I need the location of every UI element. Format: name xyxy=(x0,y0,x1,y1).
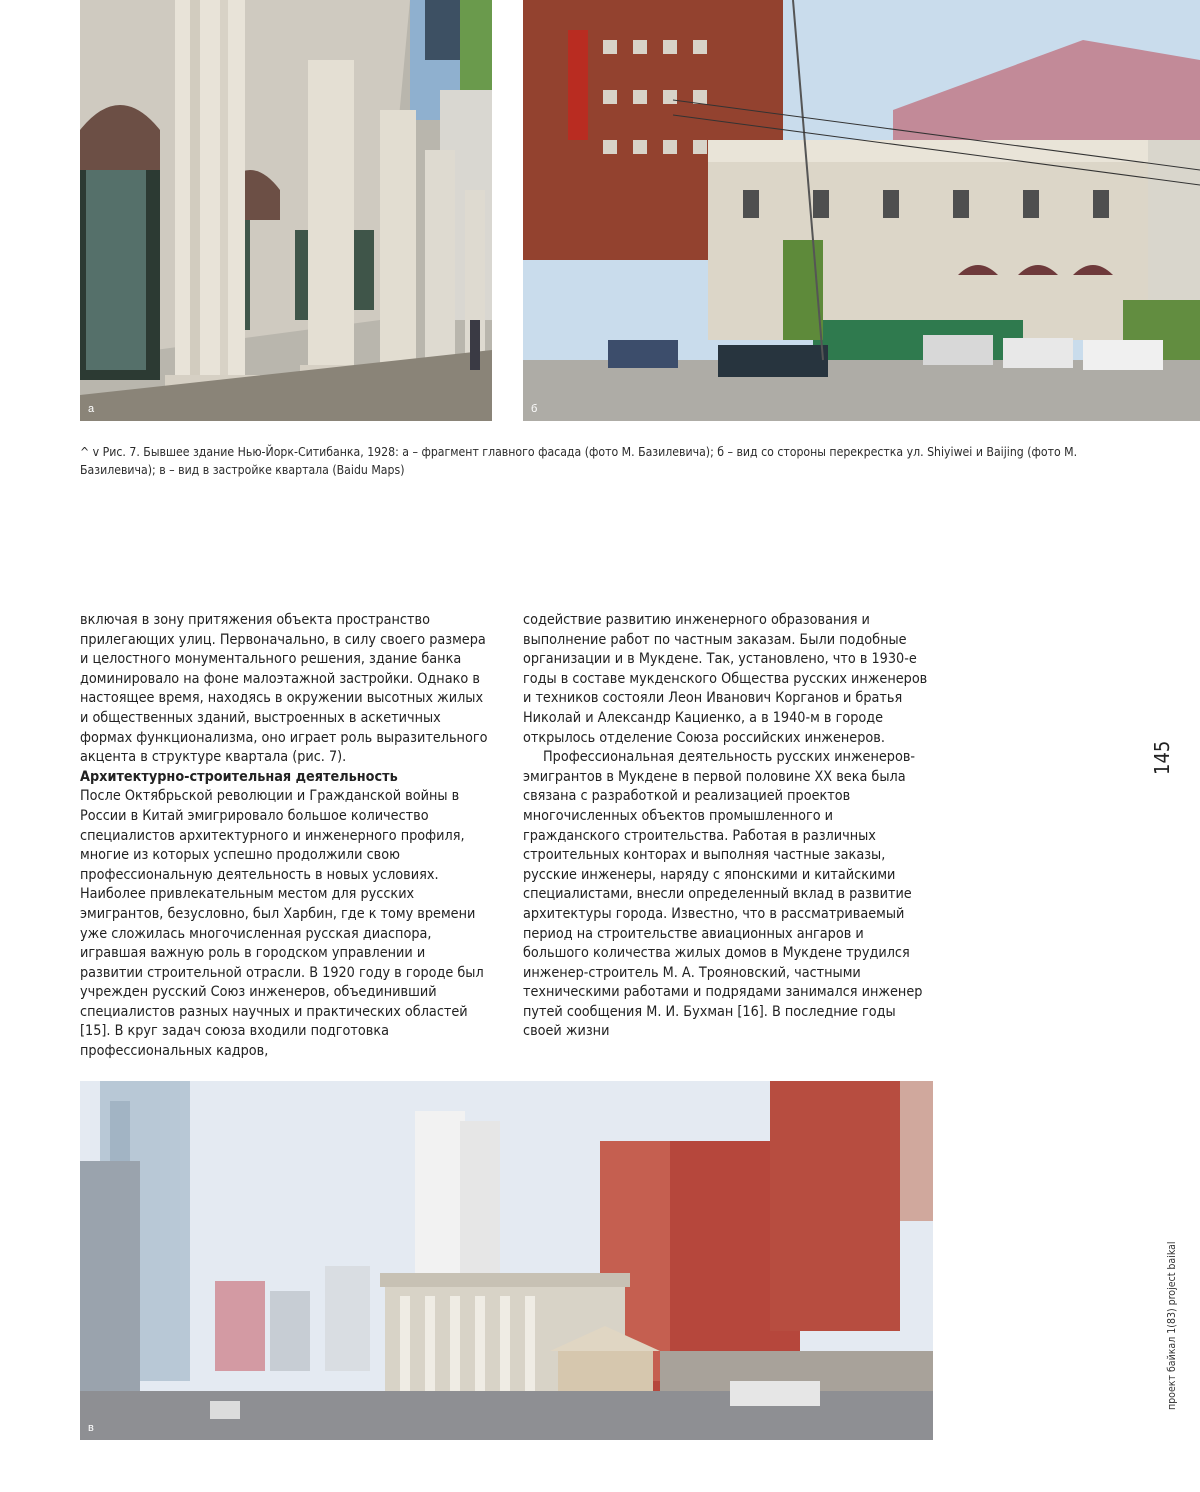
corner-view-image xyxy=(523,0,1200,421)
section-heading: Архитектурно-строительная деятельность xyxy=(80,768,398,785)
figure-caption: ^ v Рис. 7. Бывшее здание Нью-Йорк-Ситибанка, 1928: а – фрагмент главного фасада (фото М. Базилевича); б – вид со стороны перекрестка ул. Shiyiwei и Baijing (фото М. Базилевича); в – вид в застройке квартала (Baidu Maps) xyxy=(80,445,1078,477)
photo-label: а xyxy=(88,403,95,415)
paragraph: После Октябрьской революции и Гражданской войны в России в Китай эмигрировало большое количество специалистов архитектурного и инженерного профиля, многие из которых успешно продолжили свою профессиональную деятельность в новых условиях. Наиболее привлекательным местом для русских эмигрантов, безусловно, был Харбин, где к тому времени уже сложилась многочисленная русская диаспора, игравшая важную роль в городском управлении и развитии строительной отрасли. В 1920 году в городе был учрежден русский Союз инженеров, объединивший специалистов разных научных и практических областей [15]. В круг задач союза входили подготовка профессиональных кадров, xyxy=(80,788,484,1060)
running-footer: проект байкал 1(83) project baikal xyxy=(1166,1241,1178,1410)
photo-label: в xyxy=(88,1422,94,1434)
page-number: 145 xyxy=(1150,740,1174,775)
text-column-right xyxy=(523,611,933,1042)
paragraph: Профессиональная деятельность русских инженеров-эмигрантов в Мукдене в первой половине XX века была связана с разработкой и реализацией проектов многочисленных объектов промышленного и гражданского строительства. Работая в различных строительных конторах и выполняя частные заказы, русские инженеры, наряду с японскими и китайскими специалистами, внесли определенный вклад в развитие архитектуры города. Известно, что в рассматриваемый период на строительстве авиационных ангаров и большого количества жилых домов в Мукдене трудился инженер-строитель М. А. Трояновский, частными техническими работами и подрядами занимался инженер путей сообщения М. И. Бухман [16]. В последние годы своей жизни xyxy=(523,749,923,1040)
photo-a-facade-columns xyxy=(80,0,492,421)
street-view-image xyxy=(80,1081,933,1440)
photo-c-street-view xyxy=(80,1081,933,1440)
photo-b-corner-view xyxy=(523,0,1200,421)
paragraph: содействие развитию инженерного образования и выполнение работ по частным заказам. Были подобные организации и в Мукдене. Так, установлено, что в 1930-е годы в составе мукденского Общества русских инженеров и техников состояли Леон Иванович Корганов и братья Николай и Александр Кациенко, а в 1940-м в городе открылось отделение Союза российских инженеров. xyxy=(523,612,928,746)
text-column-left xyxy=(80,611,490,1062)
paragraph: включая в зону притяжения объекта пространство прилегающих улиц. Первоначально, в силу своего размера и целостного монументального решения, здание банка доминировало на фоне малоэтажной застройки. Однако в настоящее время, находясь в окружении высотных жилых и общественных зданий, выстроенных в аскетичных формах функционализма, оно играет роль выразительного акцента в структуре квартала (рис. 7). xyxy=(80,612,488,766)
photo-label: б xyxy=(531,403,538,415)
facade-columns-image xyxy=(80,0,492,421)
